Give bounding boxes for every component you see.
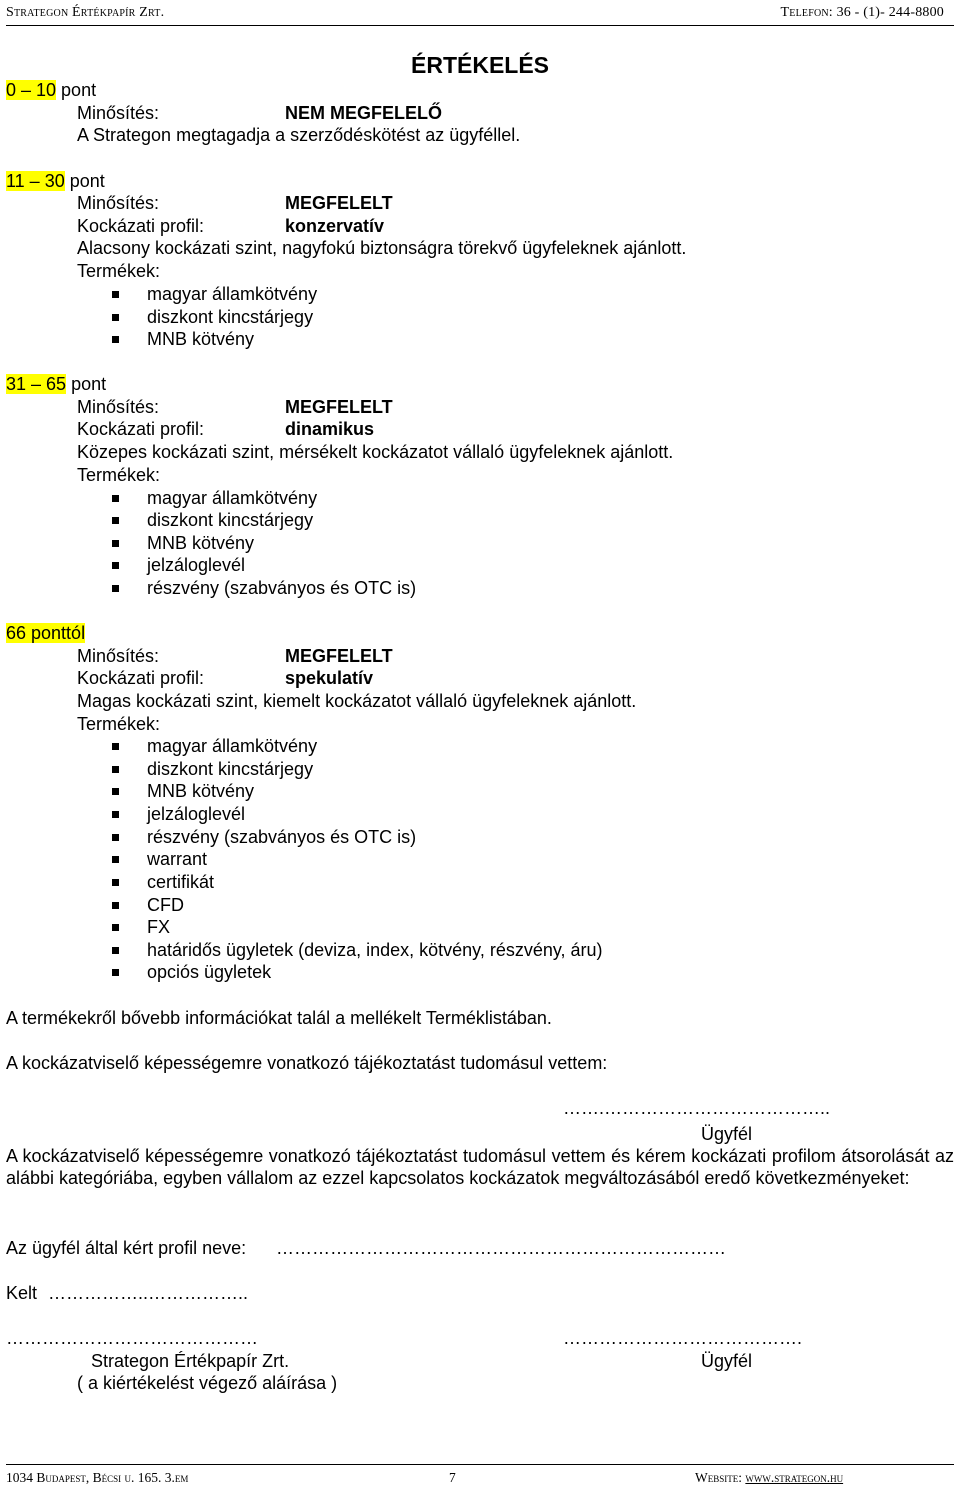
- kelt-label: Kelt: [6, 1283, 38, 1303]
- list-item: diszkont kincstárjegy: [0, 758, 700, 780]
- list-item: magyar államkötvény: [0, 487, 700, 509]
- bullet-icon: [112, 495, 119, 502]
- bullet-icon: [112, 336, 119, 343]
- bullet-icon: [112, 291, 119, 298]
- signature-1-label: Ügyfél: [701, 1124, 753, 1144]
- bullet-icon: [112, 788, 119, 795]
- page-title: ÉRTÉKELÉS: [411, 52, 550, 78]
- rating-value: MEGFELELT: [285, 397, 393, 417]
- range-highlight: 31 – 65: [6, 374, 67, 394]
- section-4-range: [6, 622, 85, 644]
- rating-label: Minősítés:: [77, 397, 160, 417]
- website-link[interactable]: www.strategon.hu: [745, 1470, 844, 1485]
- list-item: részvény (szabványos és OTC is): [0, 577, 700, 599]
- list-item: CFD: [0, 894, 700, 916]
- bullet-icon: [112, 562, 119, 569]
- range-highlight: 0 – 10: [6, 80, 57, 100]
- list-item: jelzáloglevél: [0, 554, 700, 576]
- bullet-icon: [112, 947, 119, 954]
- list-item: határidős ügyletek (deviza, index, kötvény, részvény, áru): [0, 939, 700, 961]
- profile-request-label: Az ügyfél által kért profil neve:: [6, 1238, 247, 1258]
- range-highlight: 66 ponttól: [6, 623, 86, 643]
- header-phone: Telefon: 36 - (1)- 244-8800: [780, 5, 944, 20]
- footer-address: 1034 Budapest, Bécsi u. 165. 3.em: [6, 1470, 189, 1485]
- section-3-range: 31 – 65 pont: [6, 374, 107, 394]
- list-item: jelzáloglevél: [0, 803, 700, 825]
- rating-label: Minősítés:: [77, 646, 160, 666]
- rating-value: MEGFELELT: [285, 646, 393, 666]
- section-1-range: 0 – 10 pont: [6, 80, 97, 100]
- bullet-icon: [112, 856, 119, 863]
- list-item: magyar államkötvény: [0, 283, 700, 305]
- signature-right-line: ………………………………….: [563, 1328, 803, 1348]
- section-description: Közepes kockázati szint, mérsékelt kockázatot vállaló ügyfeleknek ajánlott.: [77, 442, 674, 462]
- list-item: részvény (szabványos és OTC is): [0, 826, 700, 848]
- signature-1-line: …….………………………………..: [563, 1098, 831, 1118]
- list-item: certifikát: [0, 871, 700, 893]
- footer-page-number: 7: [449, 1470, 456, 1485]
- bullet-icon: [112, 902, 119, 909]
- signature-left-name: Strategon Értékpapír Zrt.: [91, 1351, 290, 1371]
- signature-left-line: ……………………………………: [6, 1328, 258, 1348]
- bullet-icon: [112, 314, 119, 321]
- list-item: MNB kötvény: [0, 328, 700, 350]
- risk-profile-value: spekulatív: [285, 668, 374, 688]
- list-item: opciós ügyletek: [0, 961, 700, 983]
- list-item: MNB kötvény: [0, 780, 700, 802]
- list-item: diszkont kincstárjegy: [0, 509, 700, 531]
- bullet-icon: [112, 766, 119, 773]
- list-item: MNB kötvény: [0, 532, 700, 554]
- footer-rule: [6, 1464, 954, 1465]
- info-line: A termékekről bővebb információkat talál a mellékelt Terméklistában.: [6, 1008, 552, 1028]
- products-label: Termékek:: [77, 465, 161, 485]
- bullet-icon: [112, 834, 119, 841]
- range-highlight: 11 – 30: [6, 171, 65, 191]
- ack-line: A kockázatviselő képességemre vonatkozó tájékoztatást tudomásul vettem:: [6, 1053, 608, 1073]
- bullet-icon: [112, 879, 119, 886]
- kelt-line: ……………..……………..: [48, 1283, 249, 1303]
- section-description: Magas kockázati szint, kiemelt kockázatot vállaló ügyfeleknek ajánlott.: [77, 691, 637, 711]
- risk-profile-label: Kockázati profil:: [77, 419, 205, 439]
- rating-value: MEGFELELT: [285, 193, 393, 213]
- rating-value: NEM MEGFELELŐ: [285, 103, 442, 123]
- bullet-icon: [112, 743, 119, 750]
- header-company: Strategon Értékpapír Zrt.: [6, 5, 165, 20]
- bullet-icon: [112, 585, 119, 592]
- footer-website-label: Website:: [695, 1470, 742, 1485]
- bullet-icon: [112, 969, 119, 976]
- list-item: diszkont kincstárjegy: [0, 306, 700, 328]
- bullet-icon: [112, 540, 119, 547]
- list-item: magyar államkötvény: [0, 735, 700, 757]
- section-2-range: 11 – 30 pont: [6, 171, 105, 191]
- section-description: A Strategon megtagadja a szerződéskötést az ügyféllel.: [77, 125, 521, 145]
- list-item: warrant: [0, 848, 700, 870]
- signature-right-name: Ügyfél: [701, 1351, 753, 1371]
- profile-request-line: …………………………………………………………………: [276, 1238, 726, 1258]
- header-rule: [6, 25, 954, 26]
- bullet-icon: [112, 517, 119, 524]
- bullet-icon: [112, 811, 119, 818]
- footer-website: [695, 1467, 843, 1489]
- signature-left-note: ( a kiértékelést végező aláírása ): [77, 1373, 338, 1393]
- risk-profile-label: Kockázati profil:: [77, 216, 205, 236]
- products-label: Termékek:: [77, 261, 161, 281]
- risk-profile-value: konzervatív: [285, 216, 385, 236]
- rating-label: Minősítés:: [77, 103, 160, 123]
- products-label: Termékek:: [77, 714, 161, 734]
- risk-profile-value: dinamikus: [285, 419, 375, 439]
- request-paragraph: A kockázatviselő képességemre vonatkozó tájékoztatást tudomásul vettem és kérem kockázati profilom átsorolását az alábbi kategóriába, egyben vállalom az ezzel kapcsolatos kockázatok megváltozásából eredő következményeket:: [6, 1146, 954, 1188]
- bullet-icon: [112, 924, 119, 931]
- section-description: Alacsony kockázati szint, nagyfokú biztonságra törekvő ügyfeleknek ajánlott.: [77, 238, 687, 258]
- list-item: FX: [0, 916, 700, 938]
- risk-profile-label: Kockázati profil:: [77, 668, 205, 688]
- rating-label: Minősítés:: [77, 193, 160, 213]
